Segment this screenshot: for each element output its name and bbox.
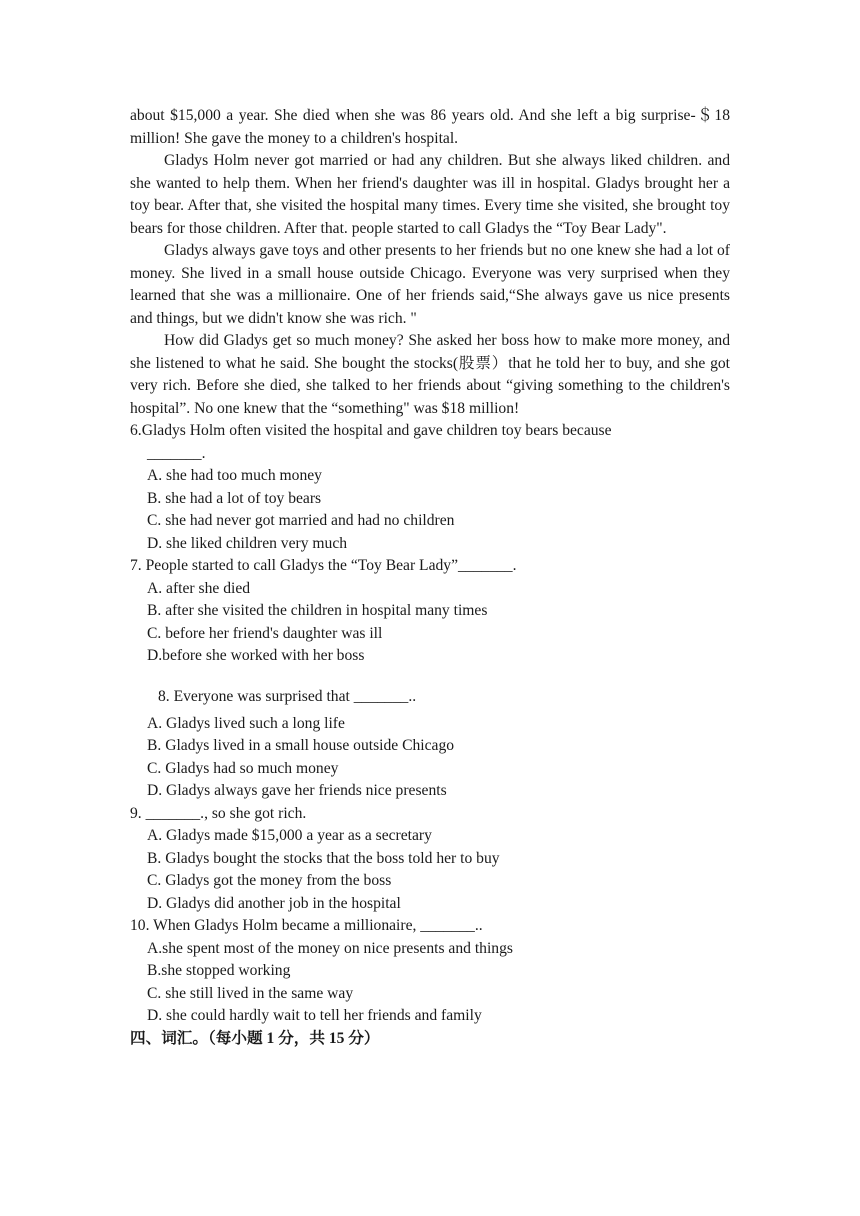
question-10-stem: 10. When Gladys Holm became a millionaire, _______.. bbox=[130, 917, 483, 934]
question-8-option-d: D. Gladys always gave her friends nice presents bbox=[147, 782, 447, 799]
question-8-option-c: C. Gladys had so much money bbox=[147, 759, 339, 777]
question-9-option-a: A. Gladys made $15,000 a year as a secretary bbox=[147, 827, 432, 844]
question-10 bbox=[130, 915, 730, 1028]
passage-paragraph-3: Gladys always gave toys and other presents to her friends but no one knew she had a lot of money. She lived in a small house outside Chicago. Everyone was very surprised when they learned that she was a millionaire. One of her friends said,“She always gave us nice presents and things, but we didn't know she was rich. " bbox=[130, 242, 730, 327]
question-6-blank: _______. bbox=[147, 444, 206, 462]
question-8 bbox=[130, 686, 730, 803]
question-6-option-d: D. she liked children very much bbox=[147, 534, 348, 552]
passage-paragraph-4: How did Gladys get so much money? She asked her boss how to make more money, and she listened to what he said. She bought the stocks(股票）that he told her to buy, and she got very rich. Before she died, she talked to her friends about “giving something to the children's hospital”. No one knew that the “something" was $18 million! bbox=[130, 332, 730, 417]
question-7 bbox=[130, 555, 730, 668]
question-8-option-b: B. Gladys lived in a small house outside Chicago bbox=[147, 737, 455, 754]
question-9-option-b: B. Gladys bought the stocks that the boss told her to buy bbox=[147, 849, 500, 867]
question-10-option-b: B.she stopped working bbox=[147, 962, 291, 979]
question-7-option-b: B. after she visited the children in hospital many times bbox=[147, 602, 488, 619]
question-10-option-c: C. she still lived in the same way bbox=[147, 984, 354, 1002]
question-6-option-b: B. she had a lot of toy bears bbox=[147, 489, 322, 507]
question-7-option-d: D.before she worked with her boss bbox=[147, 647, 365, 664]
question-10-option-a: A.she spent most of the money on nice presents and things bbox=[147, 939, 513, 957]
passage-paragraph-2: Gladys Holm never got married or had any children. But she always liked children. and she wanted to help them. When her friend's daughter was ill in hospital. Gladys brought her a toy bear. After that, she visited the hospital many times. Every time she visited, she brought toy bears for those children. After that. people started to call Gladys the “Toy Bear Lady". bbox=[130, 152, 730, 237]
passage-paragraph-1: about $15,000 a year. She died when she was 86 years old. And she left a big surprise-＄18 million! She gave the money to a children's hospital. bbox=[130, 107, 730, 147]
question-7-option-a: A. after she died bbox=[147, 579, 251, 597]
question-7-option-c: C. before her friend's daughter was ill bbox=[147, 624, 383, 642]
question-9-option-d: D. Gladys did another job in the hospital bbox=[147, 894, 401, 912]
question-9 bbox=[130, 803, 730, 916]
question-8-stem: 8. Everyone was surprised that _______.. bbox=[158, 687, 417, 705]
question-9-stem: 9. _______., so she got rich. bbox=[130, 804, 307, 822]
exam-page bbox=[130, 105, 730, 1050]
question-6-stem bbox=[130, 420, 730, 465]
question-8-option-a: A. Gladys lived such a long life bbox=[147, 714, 345, 732]
question-7-stem: 7. People started to call Gladys the “Toy Bear Lady”_______. bbox=[130, 557, 517, 574]
question-6 bbox=[130, 420, 730, 555]
question-6-stem-text: 6.Gladys Holm often visited the hospital and gave children toy bears because bbox=[130, 422, 612, 439]
question-9-option-c: C. Gladys got the money from the boss bbox=[147, 872, 392, 889]
question-6-option-a: A. she had too much money bbox=[147, 467, 322, 484]
question-6-option-c: C. she had never got married and had no children bbox=[147, 512, 455, 529]
section-heading-vocabulary: 四、词汇。（每小题 1 分，共 15 分） bbox=[130, 1029, 380, 1047]
question-10-option-d: D. she could hardly wait to tell her friends and family bbox=[147, 1007, 482, 1024]
